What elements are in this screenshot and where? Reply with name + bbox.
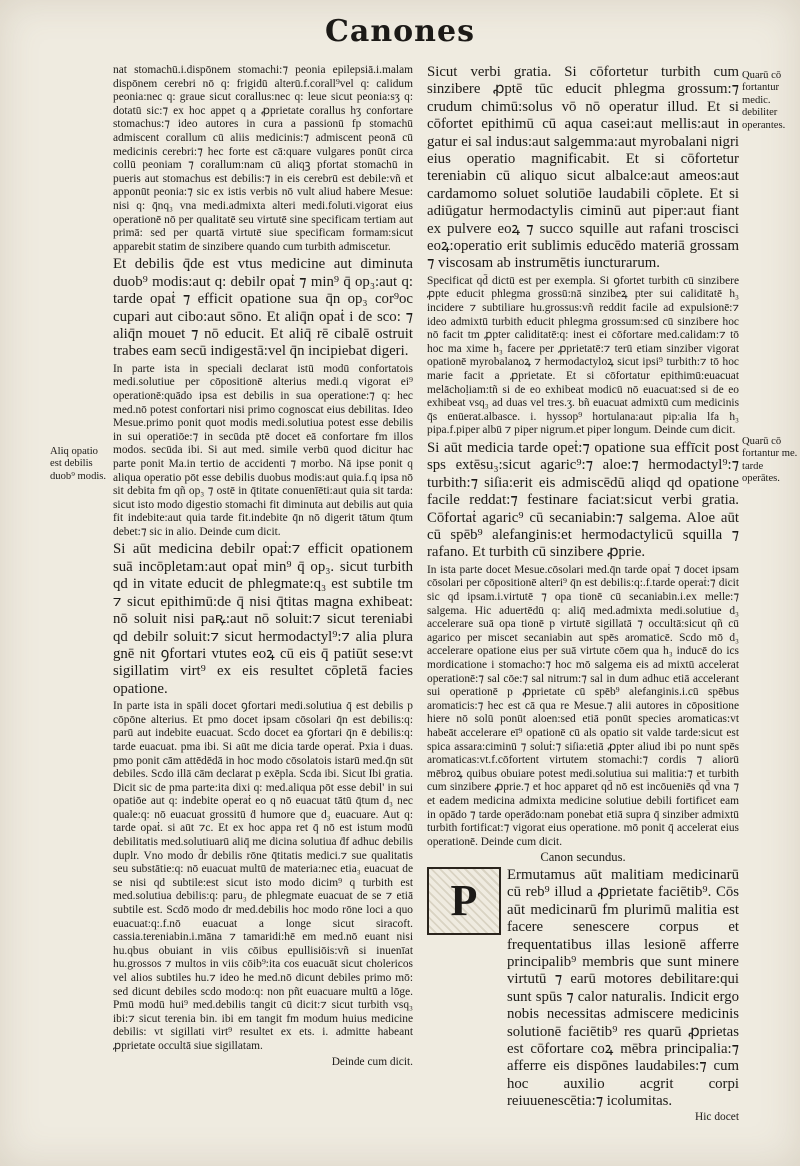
left-column-paragraph: Si aūt medicina debilr opaṫ:⁊ efficit opationem suā incōpletam:aut opaṫ min⁹ q̄ op₃. sicut turbith qd in vitate educit de phlegmate:q₃ est subtile tm ⁊ sicut epithimū:de q̄ nisi q̄titas magna exhibeat: nō soluit nisi paꝶ:aut nō soluit:⁊ sicut tereniabi qd debilr soluit:⁊ sicut hermodactyl⁹:⁊ alia plura gnē nit ꝯfortari vtutes eoꝝ cū eis q̄ patiūt sese:vt sigillatim virt⁹ ex eis resultet cōpletā facies opatione.: [113, 541, 413, 697]
canon-text: Ermutamus aūt malitiam medicinarū cū reb⁹ illud a ꝓprietate faciētib⁹. Cōs aūt medicinarū fm plurimū malitia est facere senescere corpus et frequentatibus illas lesionē afferre principalib⁹ membris que sunt minere virtutū ⁊ earū motores debilitare:qui sunt spūs ⁊ calor naturalis. Indicit ergo nobis necessitas admiscere medicinis solutionē faciētib⁹ res quarū ꝓprietas est cōfortare coꝝ mēbra principalia:⁊ afferre eis dispōnes laudabiles:⁊ cum hoc auxilio acgrit corpi reiuuenescētia:⁊ icolumitas.: [507, 866, 739, 1110]
right-column: [427, 64, 739, 1126]
margin-note-right-mid: Quarū cō fortantur me. tarde operātes.: [742, 436, 798, 485]
decorated-initial: P: [427, 867, 501, 935]
left-column-paragraph: nat stomachū.i.dispōnem stomachi:⁊ peonia epilepsiā.i.malam dispōnem cerebri nō q: frigidū alterū.f.corall⁹vel q: calidum peonia:nec q: graue sicut corallus:nec q: leue sicut peonia:sʒ q: dotatū sic:⁊ ex hoc appet q a ꝓprietate corallus hʒ confortare stomachus:⁊ ideo autores in cura a passionū fp stomachū admiscent corallum cū aliis medicinis:⁊ admiscent peonā cū medicinis cerebri:⁊ hec forte est cā:quare vulgares ponūt circa collū peoniam ⁊ corallum:nam cū aliqꝫ pfortat stomachū in pueris aut stomachus est debilis:⁊ in eis cerebrū est debile:vñ et apponūt peonia:⁊ sic ex istis verbis nō vult aliud habere Mesue: nisi q: q̄nq₃ vna medi.admixta alteri medi.foluti.vigorat eius operationē nō per qualitatē seu virtutē sine specificam tertiam aut primā: sed per quartā virtutē siue specificam formam:sicut apparebit statim de sinzibere quando cum turbith admiscetur.: [113, 64, 413, 253]
right-column-paragraph: Specificat qd̄ dictū est per exempla. Si ꝯfortet turbith cū sinzibere ꝓpte educit phlegma grossū:nā sinzibeꝝ pter sui caliditatē h₃ incidere ⁊ subtiliare hu.grossus:vñ reddit facile ad expulsionē:⁊ ideo admixtū turbith educit phlegma grossum:sed cū sinzibere hoc nō facit tm ꝓpter caliditatē:q: inest ei cōfortare med.calidam:⁊ tō hoc ma xime h₃ facere per ꝓprietatē:⁊ terū etiam sinziber vigorat opationē myrobalanoꝝ ⁊ hermodactyloꝝ sicut ipsi⁹ turbith:⁊ tō hoc marie facit a ꝓprietate. Et si cōfortatur epithimū:euacuat melāchoḷiam:tñ si de eo exhibeat modicū nō euacuat:sed si de eo exhibeat vsq₃ ad duas vel tres.ʒ. bñ euacuat admixtū cum medicinis q̄s enūerat.albasce. i. hyssop⁹ hortulana:aut pip:alia lfa h₃ pipa.f.piper albū ⁊ piper nigrum.et piper longum. Deinde cum dicit.: [427, 274, 739, 437]
catchword: Hic docet: [695, 1110, 739, 1123]
left-column-paragraph: Deinde cum dicit.: [331, 1055, 413, 1068]
canon-opening: [427, 867, 739, 1111]
right-column-paragraph: Si aūt medicia tarde opeṫ:⁊ opatione sua effīcit post sps extēsu₃:sicut agaric⁹:⁊ aloe:⁊ hermodactyl⁹:⁊ turbith:⁊ siſia:erit eis admiscēdū aliqd qd opatione facile reddat:⁊ festinare faciat:sicut verbi gratia. Cōfortaṫ agaric⁹ cū secaniabin:⁊ salgema. Aloe aūt cū spēb⁹ alefanginis:et hermodactylicū squilla ⁊ rafano. Et turbith cū sinzibere ꝓprie.: [427, 440, 739, 561]
margin-note-right-top: Quarū cō fortantur medic. debiliter operantes.: [742, 70, 786, 131]
margin-note-left: Aliq opatio est debilis duob⁹ modis.: [50, 446, 107, 482]
running-title: Canones: [325, 14, 475, 49]
right-column-paragraph: Sicut verbi gratia. Si cōfortetur turbith cum sinzibere ꝓptē tūc educit phlegma grossum:⁊ crudum chimū:solus vō nō operatur illud. Et si cōfortet epithimū cū aqua casei:aut mellis:aut in gatur ei sal indus:aut salgemma:aut myrobalani nigri eius operatio magnificabit. Et si cōfortetur tereniabin cū aliquo sicut albalce:aut ameos:aut cardamomo soluet solutiōe laudabili cōplete. Et si adiūgatur hermodactylis ciminū aut piper:aut fiant ex pulvere eoꝝ ⁊ succo squille aut rafani troscisci eoꝝ:operatio erit sublimis educēdo materiā grossam ⁊ viscosam ab instrumētis iuncturarum.: [427, 64, 739, 272]
right-column-paragraph: In ista parte docet Mesue.cōsolari med.q̄n tarde opaṫ ⁊ docet ipsam cōsolari per cōpositionē alteri⁹ q̄n est debilis:q:.f.tarde operaṫ:⁊ dicit sic qd ipsam.i.virtutē ⁊ opa tionē cū secaniabin.i.ex melle:⁊ salgema. Hic aduertēdū q: aliq̄ med.admixta medi.solutiue d₃ accelerare suā opa tionē p virtutē sigillatā ⁊ occultā:sicut qñ cū agarico per miscet secaniabin aut spēs aromaticē. Scdo mō d₃ accelerare opatione eius per suā virtute cōem qua h₃ inducē do ics mordicatione i stomacho:⁊ hoc mō salgema eis ad mixtū accelerat operationē:⁊ sal cōe:⁊ sal nitrum:⁊ sal in dum adhuc etiā accelerant sui operationē p ꝓprietate cū spēb⁹ alefanginis.i.cū spēbus aromaticis:⁊ hec est cā qua re Mesue.⁊ alii autores in cōpositione hiere nō solū ponūt aloen:sed etiā ponūt species aromaticas:vt habeāt accelerare eī⁹ opationē cū als opatio sit valde tarde:sicut est spica assara:ciminū ⁊ soluṫ:⁊ siſia:etiā ꝓpter aliud ibi po nunt spēs aromaticas:vt.f.cōfortent virtutem stomachi:⁊ cordis ⁊ aliorū mēbroꝝ quibus obuiare potest medi.solutiua sui malitia:⁊ et turbith cum sinzibere ꝓprie.⁊ et hoc apparet qd̄ nō est incōueniēs qd̄ vna ⁊ et eadem medicina admixta medicine solutiue debili fortificet eam in opādo ⁊ tarde operādo:nam ponebat etiā supra q̄ sinziber admixtū turbith fortificat:⁊ vigorat eius operatione. mō ponit q̄ accelerat eius operationē. Deinde cum dicit.: [427, 563, 739, 848]
section-heading: Canon secundus.: [540, 850, 626, 865]
left-column-paragraph: In parte ista in speciali declarat istū modū confortatois medi.solutiue per cōpositionē alterius medi.q vigorat ei⁹ operationē:quādo ipsa est debilis in sua operatione:⁊ q: hec med.nō potest confortari nisi primo cognoscat eius debilitas. Ideo Mesue.primo ponit quot modis medi.solutiua potest esse debilis in sui operatiōe:⁊ in secūda ptē docet eā confortare fm illos modos. secūda ibi. Si aut med. simile verbū quod dicitur hac parte ponit Ma.in tertio de accidenti ⁊ morbo. Nā ipse ponit q aliqua operatio pōt esse debilis duobus modis:aut quia.f.q ipsa nō sit debita fm qñ op₃ ⁊ ostē in q̄titate conuenīēti:aut quia sit tarda: sicut isto modo digestio stomachi fit diminuta aut debilis aut quia fit indebite:aut quia tarde fit.indebite q̄n nō digerit tātum q̄tum debet:⁊ sic in alio. Deinde cum dicit.: [113, 362, 413, 538]
left-column-paragraph: Et debilis q̄de est vtus medicine aut diminuta duob⁹ modis:aut q: debilr opaṫ ⁊ min⁹ q̄ op₃:aut q: tarde opaṫ ⁊ efficit opatione sua q̄n op₃ cor⁹oc cupari aut cibo:aut sōno. Et aliq̄n opaṫ i de sco: ⁊ aliq̄n mouet ⁊ nō educit. Et aliq̄ rē cibalē ostruit trabes eam secū indigestā:vel q̄n incipiebat digeri.: [113, 256, 413, 360]
left-column: [113, 64, 413, 1071]
left-column-paragraph: In parte ista in spāli docet ꝯfortari medi.solutiua q̄ est debilis p cōpōne alterius. Et pmo docet ipsam cōsolari q̄n est debilis:q: parū aut indebite euacuat. Scdo docet ea ꝯfortari q̄n ē debilis:q: tarde euacuat. pma ibi. Si aūt me dicia tarde operaṫ. Pxia i duas. pmo ponit cām attēdēdā in hoc modo cōsolatois istarū med.q̄n sūt debiles. Scdo illā cām declarat p exēpla. Scda ibi. Sicut Ibi gratia. Dicit sic de pma parte:ita dixi q: med.aliqua pōt esse debil' in sui opatiōe aut q: indebite operaṫ eo q nō euacuat tātū q̄tum d₃ nec quale:q: nō euacuat grossitū ḋ humore que d₃ euacuare. Aut q: tarde opaṫ. si aūt ⁊c. Et ex hoc appa ret q̄ nō est istum modū debilitatis med.solutiuarū aliq̄ me dicina solutiua ḋf adhuc debilis duplr. Vno modo d̄r debilis rōne q̄titatis medici.⁊ sue qualitatis seu substātie:q: nō euacuat multū de materia:nec etia₃ euacuat de se nisi qd subtile:est sicut isto modo dicim⁹ q turbith est med.solutiua debilis:q: paru₃ de phlegmate euacuat de se ⁊ etiā subtile est. Scdō modo dr med.debilis hoc modo rōne loci a quo euacuat:q:.f.nō euacuat a longe sicut siracoft. cassia.tereniabin.i.māna ⁊ tamaridi:hē em med.nō euant nisi hu.qbus obuiant in viis cōibus epullisiōis:vñ si inuenīat hu.grossos ⁊ multos in viis cōib⁹:ita cos euacuāt sicut cholericos vel alios subtiles hu.⁊ ideo he med.nō dicunt debiles primo mō: sed dicunt debiles scdo modo:q: non pñt euacuare multū a lōge. Pmū modū hui⁹ med.debilis tangit cū dicit:⁊ sicut turbith vsq₃ ibi:⁊ sicut terenia bin. ibi em tangit fm modum huius medicine debilis: vt sigillati virt⁹ resultet ex ets. i. admitte habeant ꝓprietate occultā siue sigillatam.: [113, 700, 413, 1052]
